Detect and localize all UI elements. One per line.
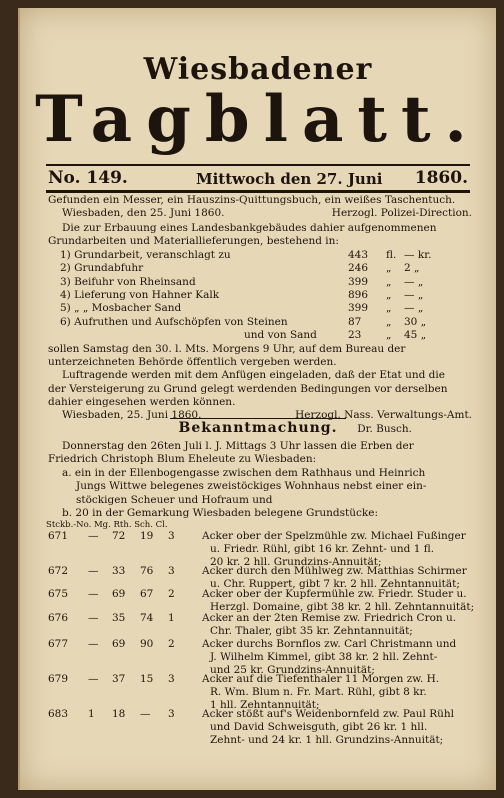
item-amount: 896	[348, 288, 369, 301]
lot-description-line: Acker an der 2ten Remise zw. Friedrich Cron u.	[202, 612, 457, 624]
item-label: 2) Grundabfuhr	[60, 262, 144, 275]
item-unit: „	[386, 275, 392, 288]
lot-number-cell: 35	[112, 612, 126, 624]
item-unit: „	[386, 315, 392, 328]
item-kreuzer: 45 „	[404, 329, 427, 342]
lot-number-cell: 67	[140, 588, 154, 600]
item-amount: 23	[348, 329, 362, 342]
masthead-title: Tagblatt.	[35, 82, 481, 157]
item-kreuzer: — „	[404, 275, 424, 288]
lot-number-cell: 69	[112, 588, 126, 600]
lot-description-line: u. Chr. Ruppert, gibt 7 kr. 2 hll. Zehntannuität;	[210, 578, 460, 591]
lot-entry	[48, 530, 472, 570]
lot-number-cell: 3	[168, 530, 175, 542]
item-amount: 87	[348, 315, 362, 328]
tender-item	[48, 276, 472, 289]
lot-description-line: R. Wm. Blum n. Fr. Mart. Rühl, gibt 8 kr.	[210, 686, 427, 699]
divider	[170, 418, 346, 419]
notice-text: der Versteigerung zu Grund gelegt werdenden Bedingungen vor derselben	[48, 382, 448, 395]
lot-description	[202, 673, 472, 713]
lot-description-line: Acker ober der Spelzmühle zw. Michael Fußinger	[202, 530, 466, 542]
lot-description-line: Acker durchs Bornflos zw. Carl Christmann und	[202, 638, 457, 650]
tender-item	[48, 329, 472, 342]
authority: Herzogl. Polizei-Direction.	[331, 207, 472, 220]
lot-description-line: Acker durch den Mühlweg zw. Matthias Schirmer	[202, 565, 467, 577]
signatory: Dr. Busch.	[357, 422, 412, 435]
lot-description-line: Acker auf die Tiefenthaler 11 Morgen zw. H.	[202, 673, 440, 685]
item-kreuzer: — kr.	[404, 248, 432, 261]
lot-number-cell: 90	[140, 638, 154, 650]
lot-entry	[48, 673, 472, 713]
lot-description-line: u. Friedr. Rühl, gibt 16 kr. Zehnt- und 1 fl.	[210, 543, 435, 556]
item-unit: „	[386, 288, 392, 301]
notice-text: sollen Samstag den 30. l. Mts. Morgens 9 Uhr, auf dem Bureau der	[48, 342, 406, 355]
lot-number-cell: —	[88, 673, 99, 685]
item-unit: fl.	[386, 248, 397, 261]
notice-text: a. ein in der Ellenbogengasse zwischen dem Rathhaus und Heinrich	[62, 466, 426, 479]
lot-description-line: 20 kr. 2 hll. Grundzins-Annuität;	[210, 556, 382, 569]
item-label: 4) Lieferung von Hahner Kalk	[60, 288, 220, 301]
newspaper-page	[18, 8, 496, 790]
notice-heading: Bekanntmachung.	[178, 420, 338, 436]
lot-number-cell: —	[88, 565, 99, 577]
notice-auction	[48, 440, 472, 520]
lot-number-cell: 72	[112, 530, 126, 542]
tender-item	[48, 289, 472, 302]
issue-line	[48, 168, 468, 190]
lot-entry	[48, 708, 472, 748]
item-label: 6) Aufruthen und Aufschöpfen von Steinen	[60, 315, 288, 328]
lot-number-cell: 3	[168, 708, 175, 720]
lot-number-cell: 69	[112, 638, 126, 650]
lot-number-cell: —	[88, 588, 99, 600]
lot-number-cell: —	[88, 530, 99, 542]
lot-number-cell: 675	[48, 588, 69, 600]
notice-text: Die zur Erbauung eines Landesbankgebäudes dahier aufgenommenen	[62, 222, 437, 234]
notice-text: Jungs Wittwe belegenes zweistöckiges Wohnhaus nebst einer ein-	[76, 480, 427, 493]
lot-number-cell: 37	[112, 673, 126, 685]
lot-number-cell: 1	[168, 612, 175, 624]
notice-found	[48, 194, 472, 221]
lot-number-cell: 15	[140, 673, 154, 685]
lot-number-cell: —	[140, 708, 151, 720]
notice-signature-line	[48, 207, 472, 220]
lot-description	[202, 612, 472, 638]
item-unit: „	[386, 262, 392, 275]
lot-number-cell: 677	[48, 638, 69, 650]
lot-number-cell: 679	[48, 673, 69, 685]
lot-number-cell: 2	[168, 638, 175, 650]
notice-text: Friedrich Christoph Blum Eheleute zu Wiesbaden:	[48, 453, 317, 466]
item-unit: „	[386, 302, 392, 315]
lot-description-line: und David Schweisguth, gibt 26 kr. 1 hll.	[210, 721, 428, 734]
notice-text: Gefunden ein Messer, ein Hauszins-Quittungsbuch, ein weißes Taschentuch.	[48, 194, 456, 206]
lot-number-cell: 671	[48, 530, 69, 542]
tender-item	[48, 249, 472, 262]
place-date: Wiesbaden, den 25. Juni 1860.	[62, 207, 225, 220]
lot-description	[202, 708, 472, 748]
place-date: Wiesbaden, 25. Juni 1860.	[62, 409, 202, 422]
lot-entry	[48, 612, 472, 638]
divider	[46, 164, 470, 166]
notice-text: stöckigen Scheuer und Hofraum und	[76, 493, 273, 506]
divider	[46, 190, 470, 193]
notice-text: unterzeichneten Behörde öffentlich vergeben werden.	[48, 355, 337, 368]
lot-entry	[48, 638, 472, 678]
notice-text: b. 20 in der Gemarkung Wiesbaden belegene Grundstücke:	[62, 506, 378, 519]
lot-number-cell: —	[88, 612, 99, 624]
lot-number-cell: 3	[168, 565, 175, 577]
item-unit: „	[386, 329, 392, 342]
item-label: 3) Beifuhr von Rheinsand	[60, 275, 196, 288]
notice-text: Grundarbeiten und Materiallieferungen, bestehend in:	[48, 235, 339, 248]
item-amount: 399	[348, 275, 369, 288]
item-kreuzer: 30 „	[404, 315, 427, 328]
tender-item-list	[48, 249, 472, 343]
lot-description-line: Acker ober der Kupfermühle zw. Friedr. Studer u.	[202, 588, 467, 600]
lot-description-line: Acker stößt auf's Weidenbornfeld zw. Paul Rühl	[202, 708, 455, 720]
issue-number: No. 149.	[48, 168, 128, 188]
notice-tender	[48, 222, 472, 436]
lot-description	[202, 530, 472, 570]
item-kreuzer: — „	[404, 302, 424, 315]
lot-entry	[48, 588, 475, 614]
authority: Herzogl. Nass. Verwaltungs-Amt.	[295, 409, 472, 422]
lot-number-cell: 19	[140, 530, 154, 542]
item-kreuzer: 2 „	[404, 262, 420, 275]
lot-number-cell: 18	[112, 708, 126, 720]
lot-number-cell: —	[88, 638, 99, 650]
lot-number-cell: 33	[112, 565, 126, 577]
notice-text: dahier eingesehen werden können.	[48, 396, 236, 409]
lot-description-line: J. Wilhelm Kimmel, gibt 38 kr. 2 hll. Zehnt-	[210, 651, 438, 664]
lot-number-cell: 76	[140, 565, 154, 577]
tender-item	[48, 302, 472, 315]
lot-number-cell: 74	[140, 612, 154, 624]
item-label: 5) „ „ Mosbacher Sand	[60, 302, 182, 315]
item-amount: 399	[348, 302, 369, 315]
notice-text: Donnerstag den 26ten Juli l. J. Mittags 3 Uhr lassen die Erben der	[62, 440, 414, 452]
lot-number-cell: 1	[88, 708, 95, 720]
lot-number-cell: 672	[48, 565, 69, 577]
item-kreuzer: — „	[404, 288, 424, 301]
lot-number-cell: 3	[168, 673, 175, 685]
lot-column-header: Stckb.-No. Mg. Rth. Sch. Cl.	[46, 520, 168, 530]
notice-text: Luftragende werden mit dem Anfügen eingeladen, daß der Etat und die	[62, 369, 445, 382]
masthead-subtitle: Wiesbadener	[143, 52, 373, 87]
tender-item	[48, 316, 472, 329]
issue-year: 1860.	[414, 168, 468, 188]
lot-description-line: Chr. Thaler, gibt 35 kr. Zehntannuität;	[210, 625, 413, 638]
tender-item	[48, 262, 472, 275]
item-label: 1) Grundarbeit, veranschlagt zu	[60, 248, 231, 261]
lot-description-line: 1 hll. Zehntannuität;	[210, 699, 320, 712]
lot-description	[202, 638, 472, 678]
lot-number-cell: 2	[168, 588, 175, 600]
lot-description-line: Zehnt- und 24 kr. 1 hll. Grundzins-Annuität;	[210, 734, 444, 747]
item-amount: 443	[348, 248, 369, 261]
item-label: und von Sand	[244, 329, 317, 342]
lot-description	[202, 588, 475, 614]
lot-number-cell: 683	[48, 708, 69, 720]
lot-number-cell: 676	[48, 612, 69, 624]
issue-date: Mittwoch den 27. Juni	[196, 170, 383, 188]
lot-description-line: Herzgl. Domaine, gibt 38 kr. 2 hll. Zehntannuität;	[210, 601, 475, 614]
item-amount: 246	[348, 262, 369, 275]
lot-description-line: und 25 kr. Grundzins-Annuität;	[210, 664, 375, 677]
